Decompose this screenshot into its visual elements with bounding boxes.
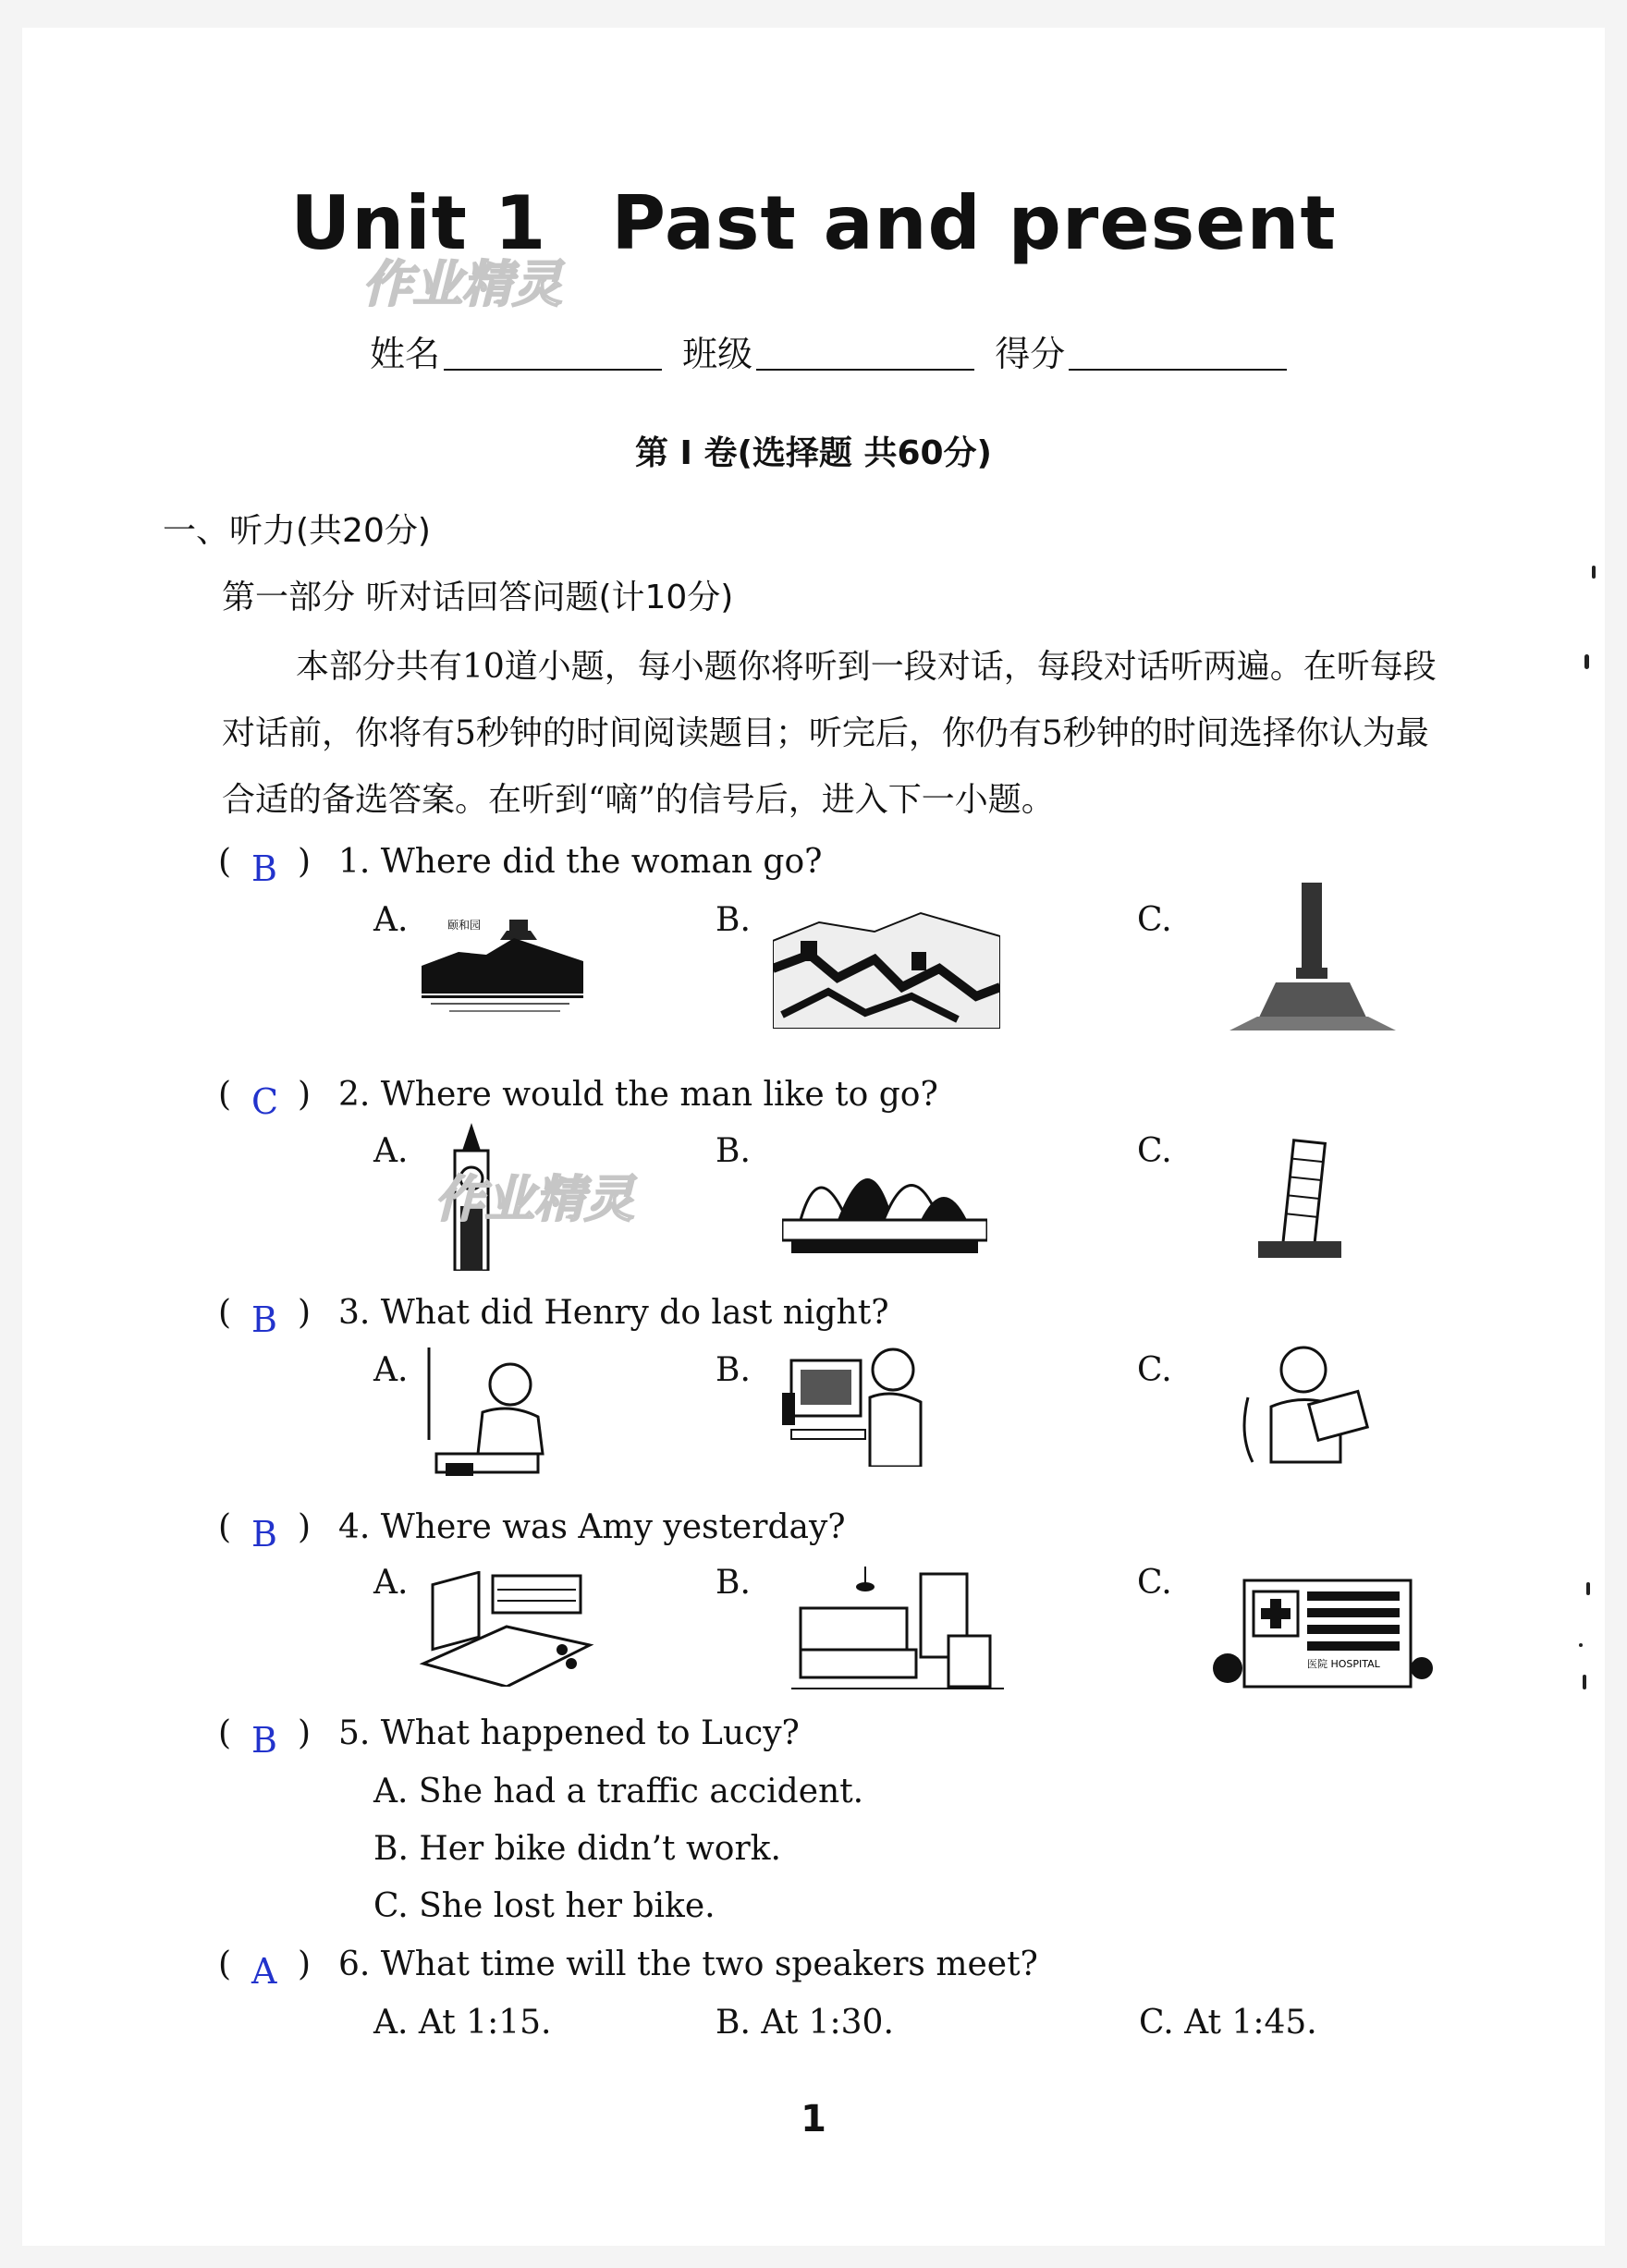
q3-option-c[interactable]: C. [1137,1351,1172,1389]
q5-text: 5. What happened to Lucy? [338,1714,800,1752]
q4-paren-open: ( [218,1508,232,1546]
q6-option-b[interactable]: B. At 1:30. [716,2004,894,2042]
q2-paren-open: ( [218,1076,232,1114]
edge-mark [1584,654,1589,669]
q5-paren-close: ) [298,1714,312,1752]
q5-option-a[interactable]: A. She had a traffic accident. [373,1773,864,1811]
q6-option-c[interactable]: C. At 1:45. [1139,2004,1317,2042]
great-wall-picture [773,904,1000,1029]
opera-house-picture [782,1137,987,1257]
boy-reading-picture [1239,1342,1387,1467]
watermark: 作业精灵 [362,255,562,313]
score-label: 得分 [995,334,1066,374]
q5-answer[interactable]: B [251,1720,277,1761]
school-picture [414,1571,594,1687]
q3-paren-open: ( [218,1294,232,1332]
class-blank[interactable] [756,337,974,371]
q4-answer[interactable]: B [251,1514,277,1555]
instructions: 本部分共有10道小题，每小题你将听到一段对话，每段对话听两遍。在听每段对话前，你将有5秒钟的时间阅读题目；听完后，你仍有5秒钟的时间选择你认为最合适的备选答案。在听到“嘀”的信号后，进入下一小题。 [222,648,1437,819]
q3-option-b[interactable]: B. [716,1351,751,1389]
name-blank[interactable] [444,337,662,371]
q2-option-b[interactable]: B. [716,1132,751,1170]
summer-palace-picture [422,910,588,1030]
volume-title: 第 I 卷(选择题 共60分) [635,434,992,472]
class-label: 班级 [682,334,753,374]
boy-computer-picture [782,1342,930,1467]
q5-option-b[interactable]: B. Her bike didn’t work. [373,1830,781,1868]
q2-option-c[interactable]: C. [1137,1132,1172,1170]
q2-text: 2. Where would the man like to go? [338,1076,938,1114]
monument-picture [1229,883,1396,1030]
title-topic: Past and present [611,180,1337,266]
q3-paren-close: ) [298,1294,312,1332]
q6-paren-close: ) [298,1945,312,1983]
bedroom-picture [791,1567,1004,1691]
q5-option-c[interactable]: C. She lost her bike. [373,1887,716,1925]
hospital-sign: 医院 HOSPITAL [1307,1658,1380,1670]
hospital-picture [1207,1571,1434,1701]
student-info-line [370,325,1296,376]
q4-paren-close: ) [298,1508,312,1546]
q1-answer[interactable]: B [251,848,277,889]
q2-paren-close: ) [298,1076,312,1114]
name-label: 姓名 [370,334,441,374]
q3-option-a[interactable]: A. [373,1351,409,1389]
q6-paren-open: ( [218,1945,232,1983]
q1-paren-close: ) [298,843,312,881]
q2-option-a[interactable]: A. [373,1132,409,1170]
pisa-tower-picture [1254,1132,1346,1262]
q5-paren-open: ( [218,1714,232,1752]
page-title [0,180,1627,266]
q4-option-b[interactable]: B. [716,1564,751,1602]
q6-answer[interactable]: A [251,1951,277,1992]
q1-paren-open: ( [218,843,232,881]
edge-mark [1586,1582,1590,1595]
q3-answer[interactable]: B [251,1299,277,1340]
q1-option-a[interactable]: A. [373,901,409,939]
section-1-title: 一、听力(共20分) [163,512,431,550]
q6-text: 6. What time will the two speakers meet? [338,1945,1038,1983]
q1-option-b[interactable]: B. [716,901,751,939]
q1-text: 1. Where did the woman go? [338,843,823,881]
q4-option-c[interactable]: C. [1137,1564,1172,1602]
boy-writing-picture [418,1347,557,1486]
q1-option-c[interactable]: C. [1137,901,1172,939]
part-1-title: 第一部分 听对话回答问题(计10分) [222,579,734,616]
edge-mark [1579,1643,1583,1647]
q3-text: 3. What did Henry do last night? [338,1294,889,1332]
watermark-2: 作业精灵 [434,1170,634,1228]
page-number: 1 [801,2098,826,2140]
edge-mark [1583,1675,1586,1689]
q4-option-a[interactable]: A. [373,1564,409,1602]
title-unit: Unit 1 [290,180,547,266]
q6-option-a[interactable]: A. At 1:15. [373,2004,552,2042]
edge-mark [1592,566,1596,579]
summer-palace-sign: 颐和园 [447,919,482,932]
q2-answer[interactable]: C [251,1081,279,1122]
score-blank[interactable] [1069,337,1287,371]
q4-text: 4. Where was Amy yesterday? [338,1508,846,1546]
